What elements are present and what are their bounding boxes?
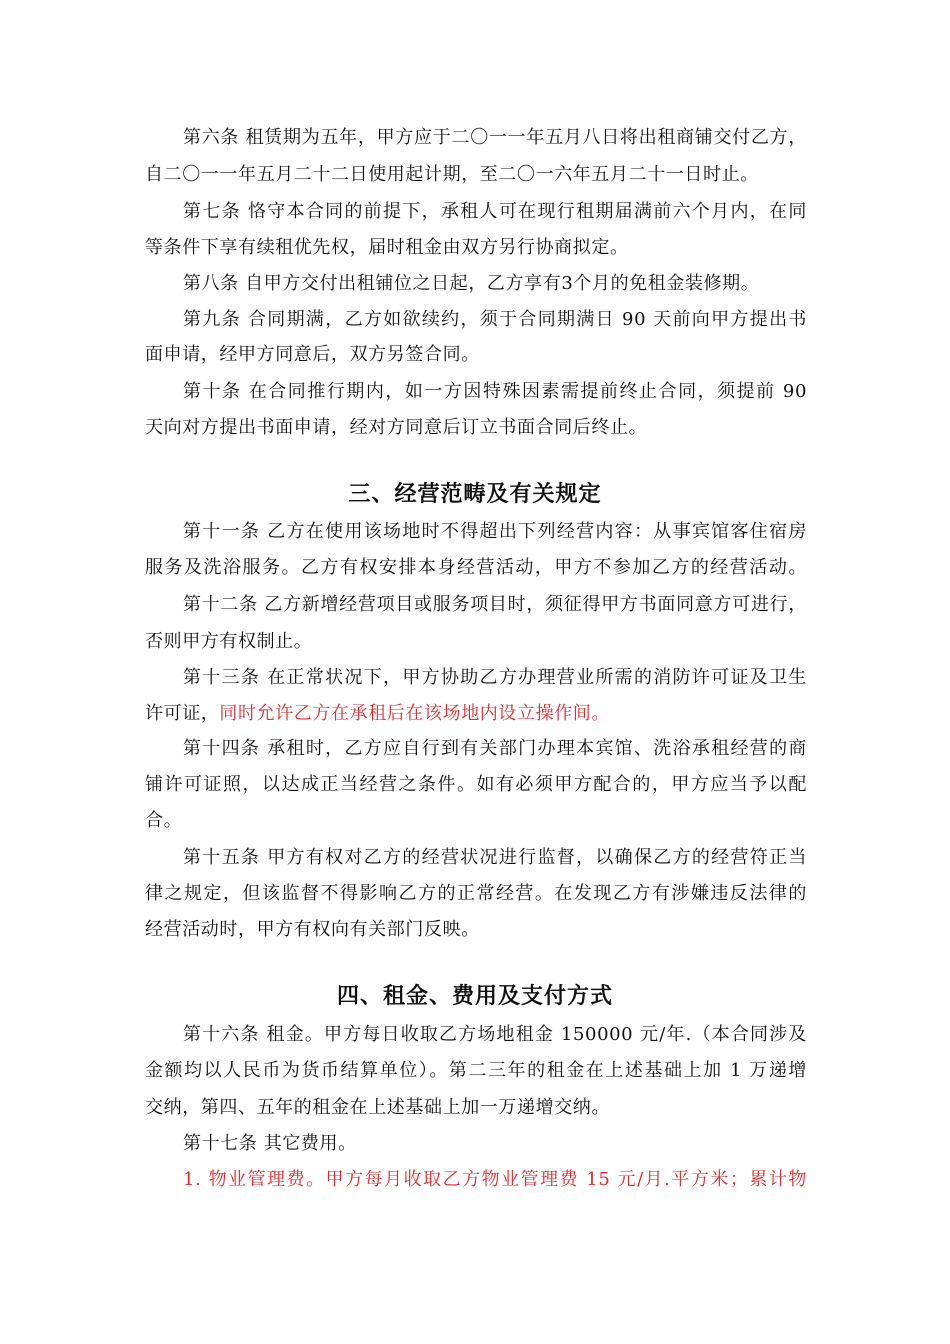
article-9-line-2: 面申请，经甲方同意后，双方另签合同。 bbox=[145, 344, 480, 365]
article-14-line-3: 合。 bbox=[145, 810, 183, 831]
article-11-line-1: 第十一条 乙方在使用该场地时不得超出下列经营内容：从事宾馆客住宿房 bbox=[183, 521, 807, 542]
article-16-line-3: 交纳，第四、五年的租金在上述基础上加一万递增交纳。 bbox=[145, 1097, 610, 1118]
article-15-line-1: 第十五条 甲方有权对乙方的经营状况进行监督，以确保乙方的经营符正当 bbox=[183, 847, 807, 868]
article-15-line-2: 律之规定，但该监督不得影响乙方的正常经营。在发现乙方有涉嫌违反法律的 bbox=[145, 883, 807, 904]
article-13-line-2-text: 许可证， bbox=[145, 703, 220, 724]
article-11-line-2: 服务及洗浴服务。乙方有权安排本身经营活动，甲方不参加乙方的经营活动。 bbox=[145, 557, 807, 578]
article-13-highlighted-text: 同时允许乙方在承租后在该场地内设立操作间。 bbox=[219, 703, 611, 724]
article-7-line-1: 第七条 恪守本合同的前提下，承租人可在现行租期届满前六个月内，在同 bbox=[183, 201, 807, 222]
article-16-line-1: 第十六条 租金。甲方每日收取乙方场地租金 150000 元/年.（本合同涉及 bbox=[183, 1024, 807, 1045]
article-16-line-2: 金额均以人民币为货币结算单位）。第二三年的租金在上述基础上加 1 万递增 bbox=[145, 1060, 807, 1081]
section-3-heading: 三、经营范畴及有关规定 bbox=[348, 482, 602, 507]
article-13-line-2 bbox=[145, 702, 807, 726]
article-12-line-1: 第十二条 乙方新增经营项目或服务项目时，须征得甲方书面同意方可进行， bbox=[183, 594, 807, 615]
article-10-line-1: 第十条 在合同推行期内，如一方因特殊因素需提前终止合同，须提前 90 bbox=[183, 381, 807, 402]
article-13-line-1: 第十三条 在正常状况下，甲方协助乙方办理营业所需的消防许可证及卫生 bbox=[183, 667, 807, 688]
section-4-heading: 四、租金、费用及支付方式 bbox=[336, 984, 613, 1009]
article-10-line-2: 天向对方提出书面申请，经对方同意后订立书面合同后终止。 bbox=[145, 417, 648, 438]
article-6-line-2: 自二〇一一年五月二十二日使用起计期，至二〇一六年五月二十一日时止。 bbox=[145, 164, 759, 185]
article-14-line-1: 第十四条 承租时，乙方应自行到有关部门办理本宾馆、洗浴承租经营的商 bbox=[183, 738, 807, 759]
article-17-line-1: 第十七条 其它费用。 bbox=[183, 1133, 357, 1154]
article-7-line-2: 等条件下享有续租优先权，届时租金由双方另行协商拟定。 bbox=[145, 237, 629, 258]
article-12-line-2: 否则甲方有权制止。 bbox=[145, 631, 313, 652]
article-14-line-2: 铺许可证照，以达成正当经营之条件。如有必须甲方配合的，甲方应当予以配 bbox=[145, 774, 807, 795]
article-15-line-3: 经营活动时，甲方有权向有关部门反映。 bbox=[145, 919, 480, 940]
article-17-item-1: 1. 物业管理费。甲方每月收取乙方物业管理费 15 元/月.平方米；累计物 bbox=[183, 1169, 807, 1190]
article-6-line-1: 第六条 租赁期为五年，甲方应于二〇一一年五月八日将出租商铺交付乙方， bbox=[183, 127, 807, 148]
article-8-line-1: 第八条 自甲方交付出租铺位之日起，乙方享有3个月的免租金装修期。 bbox=[183, 273, 760, 294]
article-9-line-1: 第九条 合同期满，乙方如欲续约，须于合同期满日 90 天前向甲方提出书 bbox=[183, 309, 807, 330]
